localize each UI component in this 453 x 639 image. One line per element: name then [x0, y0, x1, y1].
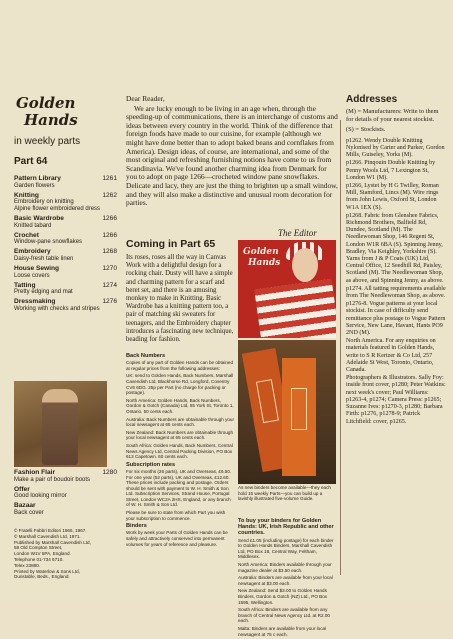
contents-item-page: 1280 — [102, 469, 117, 476]
section-text: Australia: Binders are available from your local newsagent at $3.00 each. — [238, 575, 333, 586]
section-text: Work by week your Parts of Golden Hands can be safely and attractively conserved into permanent volumes for years of reference and pleasure. — [126, 530, 228, 547]
contents-item-title: House Sewing — [14, 264, 60, 272]
address-entry: Photographers & Illustrators. Sally Foy: inside front cover, p1280; Peter Watkins: next week's cover; Paul Williams: p1263-4, p1274; Camera Press: p1265; Suzanne Ives: p1270-3, p1280; Barbara Firth: p1276, p1278-9; Patrick Litchfield: cover, p1265. — [346, 375, 446, 425]
section-text: South Africa: Golden Hands, Back Numbers, Central News Agency Ltd, Central Packing Division, PO Box 613 Capetown. 60 cents each. — [126, 442, 233, 460]
back-numbers-column — [126, 351, 234, 549]
magazine-logo — [242, 244, 292, 268]
letter-salutation: Dear Reader, — [126, 94, 165, 103]
contents-item-description: Pretty edging and mat — [14, 289, 73, 296]
addresses-list — [346, 138, 447, 426]
address-entry: North America. For any enquiries on materials featured in Golden Hands, write to S R Kertzer & Co Ltd, 257 Adelaide St West, Toronto, Ontario, Canada. — [346, 338, 436, 374]
contents-item-page: 1266 — [102, 231, 117, 239]
contents-item-description: Embroidery on knitting Alpine flower embroidered dress — [14, 199, 101, 213]
contents-list — [14, 175, 117, 315]
section-text: Please be sure to state from which Part you wish your subscription to commence. — [126, 510, 226, 521]
addresses-column — [346, 94, 447, 427]
address-entry: p1266. Pinqouin Double Knitting by Penny Wools Ltd, 7 Lexington St, London W1 (M). — [346, 160, 436, 181]
address-entry: p1262. Wendy Double Knitting Nylonised by Carter and Parker, Gordon Mills, Guiseley, Yorks (M). — [346, 137, 445, 159]
section-text: South Africa: Binders are available from any branch of Central News Agency Ltd. at R2.00 each. — [238, 607, 330, 624]
address-entry: p1276-8. Vogue patterns at your local stockist. In case of difficulty send remittance plus postage to Vogue Pattern Service, New Lane, Havant, Hants PO9 2ND (M). — [346, 301, 446, 337]
contents-item — [14, 192, 117, 214]
contents-item — [14, 282, 117, 297]
contents-item-title: Offer — [14, 485, 30, 493]
contents-item-title: Knitting — [14, 191, 39, 199]
svg-text:Golden: Golden — [16, 94, 76, 112]
address-entry: p1266, Lystet by H G Twilley, Roman Mill, Stamford, Lincs (M). Wire rings from John Lewis, Oxford St, London W1A 1EX (S). — [346, 183, 439, 211]
part-number: Part 64 — [14, 156, 48, 167]
contents-item-title: Crochet — [14, 231, 39, 239]
column-divider — [340, 120, 341, 575]
addresses-key: (S) = Stockists. — [346, 126, 386, 134]
contents-item-title: Bazaar — [14, 502, 36, 510]
contents-item-description: Knitted tabard — [14, 222, 52, 229]
contents-item-title: Dressmaking — [14, 298, 56, 306]
contents-item — [14, 502, 117, 517]
contents-item-page: 1270 — [102, 264, 117, 272]
binders-photo — [238, 340, 336, 484]
contents-item-title: Basic Wardrobe — [14, 215, 64, 223]
contents-item-page: 1266 — [102, 215, 117, 223]
contents-item-page: 1268 — [102, 248, 117, 256]
contents-item-description: Loose covers — [14, 272, 50, 279]
contents-item — [14, 265, 117, 280]
svg-text:Hands: Hands — [24, 111, 78, 128]
section-text: Copies of any part of Golden Hands can be obtained at regular prices from the following addresses: — [126, 360, 234, 371]
editor-letter — [126, 95, 339, 208]
section-text: UK: send to Golden Hands, Back Numbers, Marshall Cavendish Ltd, Blackhorse Rd, Longford, Coventry CV6 6DG. 25p per Part (no charge for packing or postage). — [126, 373, 234, 396]
contents-list-2 — [14, 469, 117, 519]
section-text: Send £1.05 (including postage) for each binder to Golden Hands Binders, Marshall Cavendish Ltd, PO Box 18, Central Way, Feltham, Middlesex. — [238, 537, 334, 560]
contents-item-description: Garden flowers — [14, 182, 55, 189]
contents-item-title: Fashion Flair — [14, 469, 56, 476]
contents-item-description: Make a pair of boudoir boots — [14, 476, 91, 483]
section-text: For six months (26 parts), UK and Overseas, £6.50. For one year (52 parts), UK and Overseas, £12.60. These prices include packing and postage. Orders should be sent with payment to W. H. Smith & Son Ltd. Subscription Services, Strand House, Portugal Street, London WC2A 2HS, England, or any branch of W. H. Smith & Son Ltd. — [126, 468, 232, 508]
address-entry: p1274. All tatting requirements available from The Needlewoman Shop, as above. — [346, 285, 446, 300]
contents-item-description: Window-pane snowflakes — [14, 239, 83, 246]
svg-text:Golden: Golden — [243, 247, 279, 257]
contents-item-page: 1262 — [102, 191, 117, 199]
letter-body: We are lucky enough to be living in an age when, through the speeding-up of communications, there is an interchange of customs and ideas between every country in the world. Think of the difference that foreign foods have made to our cuisine, for example (although we might have done better than to adopt baked beans and cornflakes from America). Design ideas, of course, are international, and some of the most original and refreshing furnishing notions have come to us from Scandinavia. We've found another charming idea from Denmark for you to adopt on page 1266—crocheted window pane snowflakes. Delicate and lacy, they are just the thing to brighten up a small window, and they will also make a distinctive and unusual room decoration for parties. — [126, 103, 338, 208]
contents-item-description: Good looking mirror — [14, 493, 67, 500]
fashion-photo — [14, 381, 107, 467]
svg-text:Hands: Hands — [248, 258, 281, 268]
contents-item — [14, 175, 117, 190]
contents-item-page: 1261 — [102, 175, 117, 182]
section-text: Malta: Binders are available from your local newsagent at 75 c each. — [238, 625, 327, 637]
magazine-cover-photo — [238, 240, 336, 338]
contents-item-title: Pattern Library — [14, 175, 61, 182]
golden-hands-logo — [14, 94, 94, 128]
contents-item-title: Tatting — [14, 281, 36, 289]
section-heading: Subscription rates — [126, 461, 176, 468]
addresses-heading: Addresses — [346, 94, 398, 105]
contents-item — [14, 298, 117, 313]
contents-item — [14, 215, 117, 230]
contents-item-page: 1276 — [102, 298, 117, 306]
section-text: Australia: Back Numbers are obtainable through your local newsagent at 65 cents each. — [126, 416, 235, 428]
copyright-notice: © Fratelli Fabbri Editori 1966, 1967. © Marshall Cavendish Ltd, 1971. Published by Marshall Cavendish Ltd, 58 Old Compton Street, London W1V 5PA, England. Telephone 01-734 6710. Telex 23880. Printed by Waterlow & Sons Ltd, Dunstable, Beds., England. — [14, 528, 91, 580]
contents-item-page: 1274 — [102, 281, 117, 289]
section-heading: Back Numbers — [126, 353, 166, 359]
subtitle: in weekly parts — [14, 136, 81, 147]
contents-item-description: Back cover — [14, 509, 44, 516]
contents-item — [14, 232, 117, 247]
contents-item — [14, 248, 117, 263]
editor-signature: The Editor — [278, 228, 317, 238]
coming-next-heading: Coming in Part 65 — [126, 238, 216, 250]
contents-item — [14, 469, 117, 484]
section-text: New Zealand: Send $3.00 to Golden Hands Binders, Gordon & Gotch (NZ) Ltd., PO Box 1595, Wellington. — [238, 588, 328, 605]
section-text: North America: Golden Hands, Back Numbers, Gordon & Gotch (Canada) Ltd, 55 York St, Toronto 1, Ontario. 50 cents each. — [126, 397, 234, 414]
contents-item-description: Daisy-fresh table linen — [14, 255, 74, 262]
contents-item — [14, 486, 117, 501]
contents-item-title: Embroidery — [14, 248, 51, 256]
section-text: New Zealand: Back Numbers are obtainable through your local newsagent at 65 cents each. — [126, 429, 233, 441]
contents-item-description: Working with checks and stripes — [14, 305, 100, 312]
coming-next-text: Its roses, roses all the way in Canvas Work with a delightful design for a rocking chair. Dusty will have a simple and charming pattern for a scarf and beret set, and there is an amusing monkey to make in Knitting. Basic Wardrobe has a knitting pattern too, a pair of matching ski sweaters for teenagers, and the Embroidery chapter introduces a fascinating new technique, beading for fashion. — [126, 254, 234, 344]
section-heading: Binders — [126, 523, 147, 530]
section-heading: To buy your binders for Golden Hands: UK, Irish Republic and other countries. — [238, 518, 334, 537]
addresses-intro: (M) = Manufacturers: Write to them for details of your nearest stockist. — [346, 108, 439, 123]
binders-caption: As new binders become available—they each hold 15 weekly Parts—you can build up a lavishly illustrated five-volume Guide. — [238, 485, 331, 502]
binders-column — [238, 516, 336, 639]
section-text: North America: Binders available through your magazine dealer at $3.50 each. — [238, 561, 332, 573]
address-entry: p1268. Fabric from Glenshee Fabrics, Richmond Brothers, Balfield Rd, Dundee, Scotland (M). The Needlewoman Shop, 146 Regent St, London W1R 6BA (S). Spinning Jenny, Bradley, Via Keighley, Yorkshire (S). Yarns from J & P Coats (UK) Ltd, Central Office, 12 Seedhill Rd, Paisley, Scotland (M). The Needlewoman Shop, as above, and Spinning Jenny, as above. — [346, 212, 444, 284]
